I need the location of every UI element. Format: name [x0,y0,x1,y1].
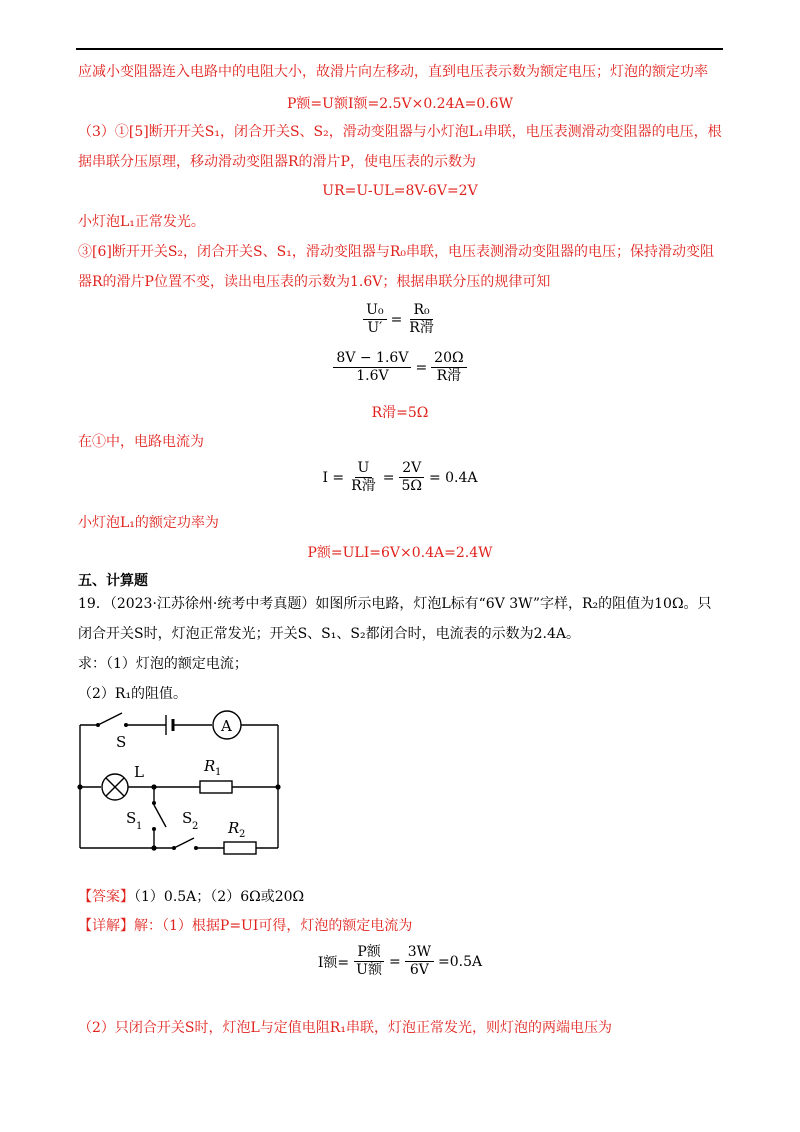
question-text: 求：（1）灯泡的额定电流； [78,656,248,672]
text-line: 小灯泡L₁的额定功率为 [78,515,219,531]
text-line: （3）①[5]断开开关S₁，闭合开关S、S₂，滑动变阻器与小灯泡L₁串联，电压表测滑动变阻器的电压，根 [78,124,722,140]
svg-text:2: 2 [192,821,199,832]
equation-current: I = $\frac{U}{\text{R滑}}$ = $\frac{2V}{5\Omega}$ = 0.4A [322,460,478,494]
equation-resistance: R滑=5Ω [371,405,429,421]
svg-text:2: 2 [239,829,246,840]
svg-text:A: A [221,717,232,735]
text-line: 小灯泡L₁正常发光。 [78,214,205,230]
text-line: ③[6]断开开关S₂，闭合开关S、S₁，滑动变阻器与R₀串联，电压表测滑动变阻器的电压；保持滑动变阻 [78,244,714,260]
equation-power: P额=U额I额=2.5V×0.24A=0.6W [287,96,513,112]
equation-ratio: $\frac{\text{U₀}}{U'}$ = $\frac{\text{R₀}}{\text{R滑}}$ [0,302,800,337]
answer-text: （1）0.5A；（2）6Ω或20Ω [134,889,305,905]
question-text: 闭合开关S时，灯泡正常发光；开关S、S₁、S₂都闭合时，电流表的示数为2.4A。 [78,626,580,642]
equation-rated-current: I额= $\frac{\text{P额}}{\text{U额}}$ = $\frac{3W}{6V}$ =0.5A [317,944,483,978]
text-line: （2）只闭合开关S时，灯泡L与定值电阻R₁串联，灯泡正常发光，则灯泡的两端电压为 [78,1020,612,1036]
svg-text:R: R [204,757,216,775]
question-text: （2）R₁的阻值。 [78,686,188,702]
answer-tag: 【答案】 [78,889,134,905]
equation-power-l1: P额=ULI=6V×0.4A=2.4W [307,545,493,561]
detail-tag: 【详解】 [78,918,134,934]
detail-text: 解：（1）根据P=UI可得，灯泡的额定电流为 [134,918,413,934]
text-line: 据串联分压原理，移动滑动变阻器R的滑片P，使电压表的示数为 [78,154,476,170]
answer-line [78,887,304,907]
svg-text:L: L [134,763,144,781]
text-line: 在①中，电路电流为 [78,434,204,450]
text-line: 器R的滑片P位置不变，读出电压表的示数为1.6V；根据串联分压的规律可知 [78,274,551,290]
svg-text:R: R [228,819,240,837]
equation-ratio-values: $\frac{8V - 1.6V}{1.6V}$ = $\frac{20\Omega}{\text{R滑}}$ [0,350,800,385]
svg-text:1: 1 [136,821,143,832]
question-text: 19．（2023·江苏徐州·统考中考真题）如图所示电路，灯泡L标有“6V 3W”字样，R₂的阻值为10Ω。只 [78,596,712,612]
svg-text:S: S [126,809,137,827]
svg-text:S: S [182,809,193,827]
equation-voltage: UR=U-UL=8V-6V=2V [322,183,478,199]
header-rule [76,48,723,50]
svg-text:1: 1 [215,767,222,778]
text-line: 应减小变阻器连入电路中的电阻大小，故滑片向左移动，直到电压表示数为额定电压；灯泡的额定功率 [78,64,708,80]
detail-line [78,916,412,936]
section-heading: 五、计算题 [78,573,148,589]
svg-text:S: S [116,733,127,751]
circuit-diagram [70,705,290,865]
